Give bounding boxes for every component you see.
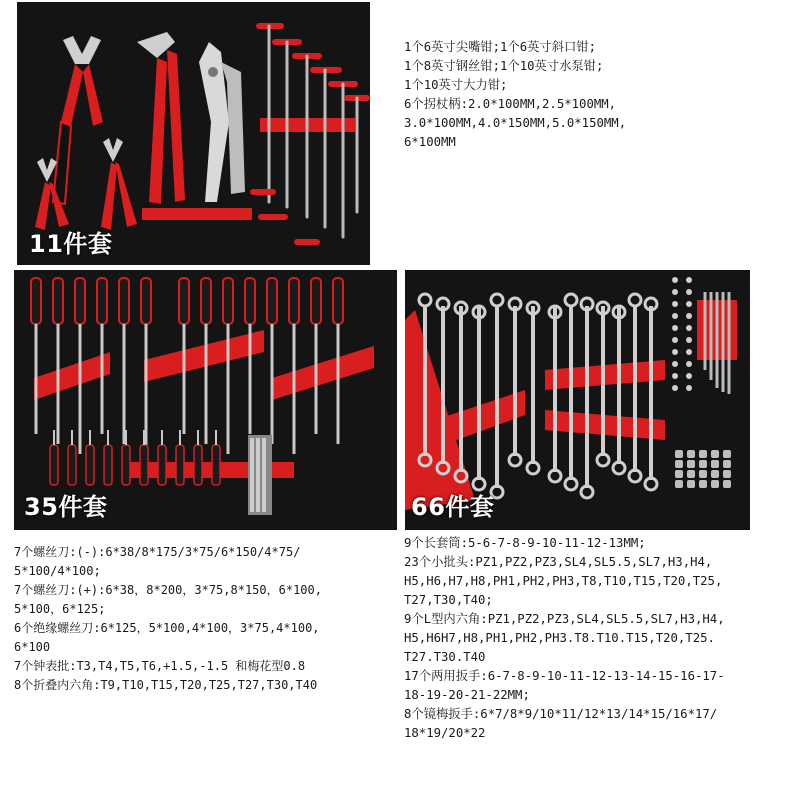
spec-line: 7个钟表批:T3,T4,T5,T6,+1.5,-1.5 和梅花型0.8 bbox=[14, 659, 306, 673]
bit-icon bbox=[672, 277, 692, 391]
holder-bar bbox=[144, 330, 264, 382]
set66-description bbox=[404, 534, 725, 743]
spec-line: T27.T30.T40 bbox=[404, 650, 486, 664]
piece-count-label: 66件套 bbox=[411, 493, 495, 521]
spec-line: 1个6英寸尖嘴钳;1个6英寸斜口钳; bbox=[404, 40, 596, 54]
spec-line: 9个L型内六角:PZ1,PZ2,PZ3,SL4,SL5.5,SL7,H3,H4, bbox=[404, 612, 725, 626]
spec-line: 18-19-20-21-22MM; bbox=[404, 688, 530, 702]
spec-line: 17个两用扳手:6-7-8-9-10-11-12-13-14-15-16-17- bbox=[404, 669, 725, 683]
hex-key-icon bbox=[253, 26, 367, 242]
tool-tray-66-piece bbox=[405, 270, 750, 530]
piece-count-label: 35件套 bbox=[24, 493, 108, 521]
spec-line: 7个螺丝刀:(-):6*38/8*175/3*75/6*150/4*75/ bbox=[14, 545, 301, 559]
spec-line: 1个10英寸大力钳; bbox=[404, 78, 508, 92]
spec-line: 6*100MM bbox=[404, 135, 456, 149]
water-pump-pliers-icon bbox=[137, 32, 185, 204]
piece-count-label: 11件套 bbox=[29, 230, 113, 258]
tool-tray-35-piece bbox=[14, 270, 397, 530]
spec-line: 9个长套筒:5-6-7-8-9-10-11-12-13MM; bbox=[404, 536, 646, 550]
spec-line: 5*100，6*125; bbox=[14, 602, 106, 616]
tool-tray-11-piece bbox=[17, 2, 370, 265]
spec-line: 6个拐杖柄:2.0*100MM,2.5*100MM, bbox=[404, 97, 617, 111]
spec-line: 8个折叠内六角:T9,T10,T15,T20,T25,T27,T30,T40 bbox=[14, 678, 318, 692]
holder-bar bbox=[34, 352, 110, 400]
spec-line: 1个8英寸钢丝钳;1个10英寸水泵钳; bbox=[404, 59, 604, 73]
hex-key-icon bbox=[697, 292, 737, 394]
spec-line: 18*19/20*22 bbox=[404, 726, 486, 740]
socket-icon bbox=[675, 450, 731, 488]
hex-key-icon bbox=[248, 435, 272, 515]
holder-bar bbox=[272, 346, 374, 400]
diagonal-pliers-icon bbox=[35, 138, 137, 230]
locking-pliers-icon bbox=[199, 42, 245, 202]
spec-line: 6*100 bbox=[14, 640, 51, 654]
spec-line: 6个绝缘螺丝刀:6*125，5*100,4*100，3*75,4*100, bbox=[14, 621, 320, 635]
spec-line: H5,H6H7,H8,PH1,PH2,PH3.T8.T10.T15,T20,T25. bbox=[404, 631, 715, 645]
spec-line: 3.0*100MM,4.0*150MM,5.0*150MM, bbox=[404, 116, 627, 130]
spec-line: T27,T30,T40; bbox=[404, 593, 493, 607]
set11-description bbox=[404, 38, 626, 152]
spec-line: 7个螺丝刀:(+):6*38，8*200，3*75,8*150，6*100, bbox=[14, 583, 322, 597]
spec-line: 23个小批头:PZ1,PZ2,PZ3,SL4,SL5.5,SL7,H3,H4, bbox=[404, 555, 713, 569]
pliers-icon bbox=[53, 36, 103, 204]
holder-bar bbox=[142, 208, 252, 220]
spec-line: 5*100/4*100; bbox=[14, 564, 101, 578]
spec-line: 8个镜梅扳手:6*7/8*9/10*11/12*13/14*15/16*17/ bbox=[404, 707, 718, 721]
spec-line: H5,H6,H7,H8,PH1,PH2,PH3,T8,T10,T15,T20,T25, bbox=[404, 574, 723, 588]
set35-description bbox=[14, 543, 322, 695]
